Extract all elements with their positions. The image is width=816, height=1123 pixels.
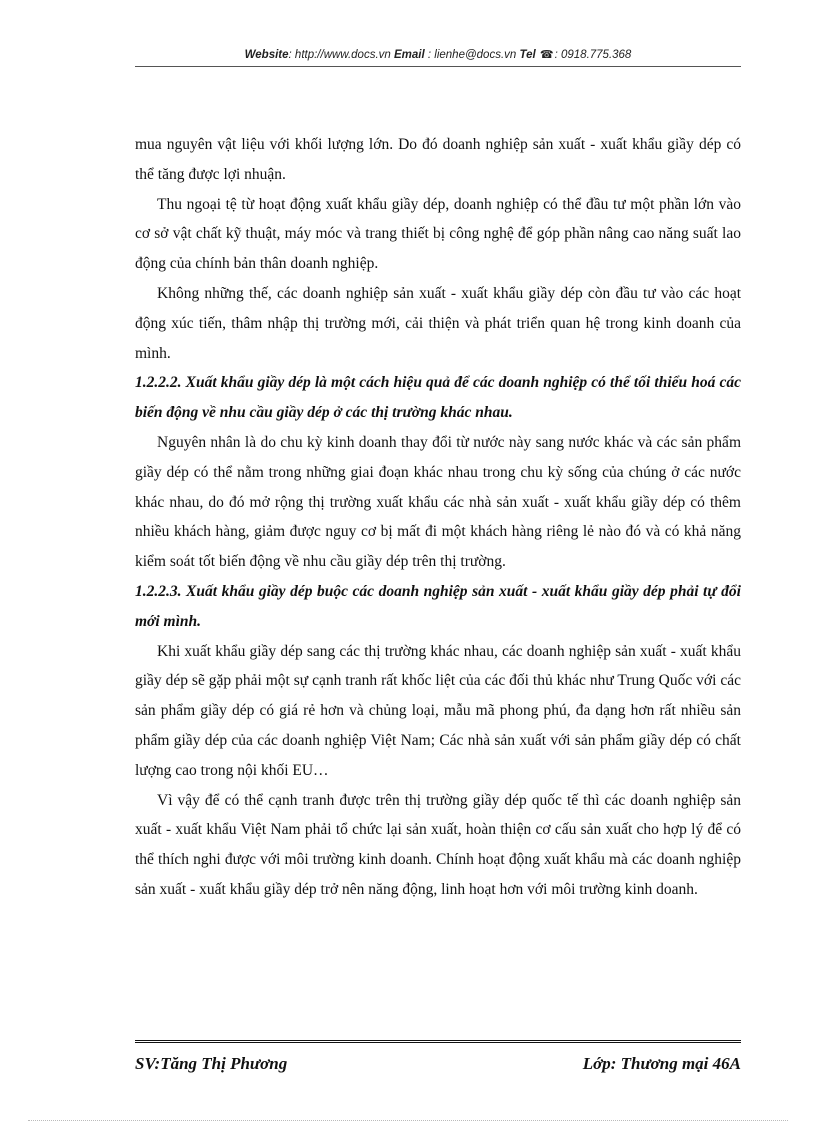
paragraph: Khi xuất khẩu giầy dép sang các thị trường khác nhau, các doanh nghiệp sản xuất - xuất khẩu giầy dép sẽ gặp phải một sự cạnh tranh rất khốc liệt của các đối thủ khác như Trung Quốc với các sản phẩm giầy dép có giá rẻ hơn và chủng loại, mẫu mã phong phú, đa dạng hơn rất nhiều sản phẩm giầy dép của các doanh nghiệp Việt Nam; Các nhà sản xuất với sản phẩm giầy dép có chất lượng cao trong nội khối EU… [135, 642, 741, 779]
website-value: : http://www.docs.vn [288, 49, 391, 61]
tel-value: : 0918.775.368 [554, 49, 632, 61]
paragraph: mua nguyên vật liệu với khối lượng lớn. Do đó doanh nghiệp sản xuất - xuất khẩu giầy dép có thể tăng được lợi nhuận. [135, 136, 741, 183]
paragraph: Vì vậy để có thể cạnh tranh được trên thị trường giầy dép quốc tế thì các doanh nghiệp sản xuất - xuất khẩu Việt Nam phải tổ chức lại sản xuất, hoàn thiện cơ cấu sản xuất cho hợp lý để có thể thích nghi được với môi trường kinh doanh. Chính hoạt động xuất khẩu mà các doanh nghiệp sản xuất - xuất khẩu giầy dép trở nên năng động, linh hoạt hơn với môi trường kinh doanh. [135, 791, 741, 898]
email-label: Email [394, 49, 425, 61]
footer-student-name: SV:Tăng Thị Phương [135, 1054, 288, 1073]
paragraph: Nguyên nhân là do chu kỳ kinh doanh thay đổi từ nước này sang nước khác và các sản phẩm giầy dép có thể nằm trong những giai đoạn khác nhau trong chu kỳ sống của chúng ở các nước khác nhau, do đó mở rộng thị trường xuất khẩu các nhà sản xuất - xuất khẩu giầy dép có thêm nhiều khách hàng, giảm được nguy cơ bị mất đi một khách hàng riêng lẻ nào đó và có khả năng kiểm soát tốt biến động về nhu cầu giầy dép trên thị trường. [135, 433, 741, 571]
tel-label: Tel [519, 49, 536, 61]
footer-divider [135, 1040, 741, 1043]
section-heading: 1.2.2.2. Xuất khẩu giầy dép là một cách hiệu quả để các doanh nghiệp có thể tối thiểu hoá các biến động về nhu cầu giầy dép ở các thị trường khác nhau. [135, 374, 741, 422]
website-label: Website [244, 49, 289, 61]
header-divider [135, 66, 741, 67]
paragraph: Thu ngoại tệ từ hoạt động xuất khẩu giầy dép, doanh nghiệp có thể đầu tư một phần lớn vào cơ sở vật chất kỹ thuật, máy móc và trang thiết bị công nghệ để góp phần nâng cao năng suất lao động của chính bản thân doanh nghiệp. [135, 195, 741, 273]
footer-class-name: Lớp: Thương mại 46A [582, 1054, 741, 1073]
page-header [135, 48, 741, 61]
page-footer [135, 1054, 741, 1074]
document-body [135, 130, 741, 905]
paragraph: Không những thế, các doanh nghiệp sản xuất - xuất khẩu giầy dép còn đầu tư vào các hoạt động xúc tiến, thâm nhập thị trường mới, cải thiện và phát triển quan hệ trong kinh doanh của mình. [135, 284, 741, 362]
page-bottom-border [28, 1120, 788, 1121]
section-heading: 1.2.2.3. Xuất khẩu giầy dép buộc các doanh nghiệp sản xuất - xuất khẩu giầy dép phải tự đổi mới mình. [135, 582, 741, 630]
telephone-icon: ☎ [539, 49, 554, 61]
email-value: : lienhe@docs.vn [427, 49, 517, 61]
